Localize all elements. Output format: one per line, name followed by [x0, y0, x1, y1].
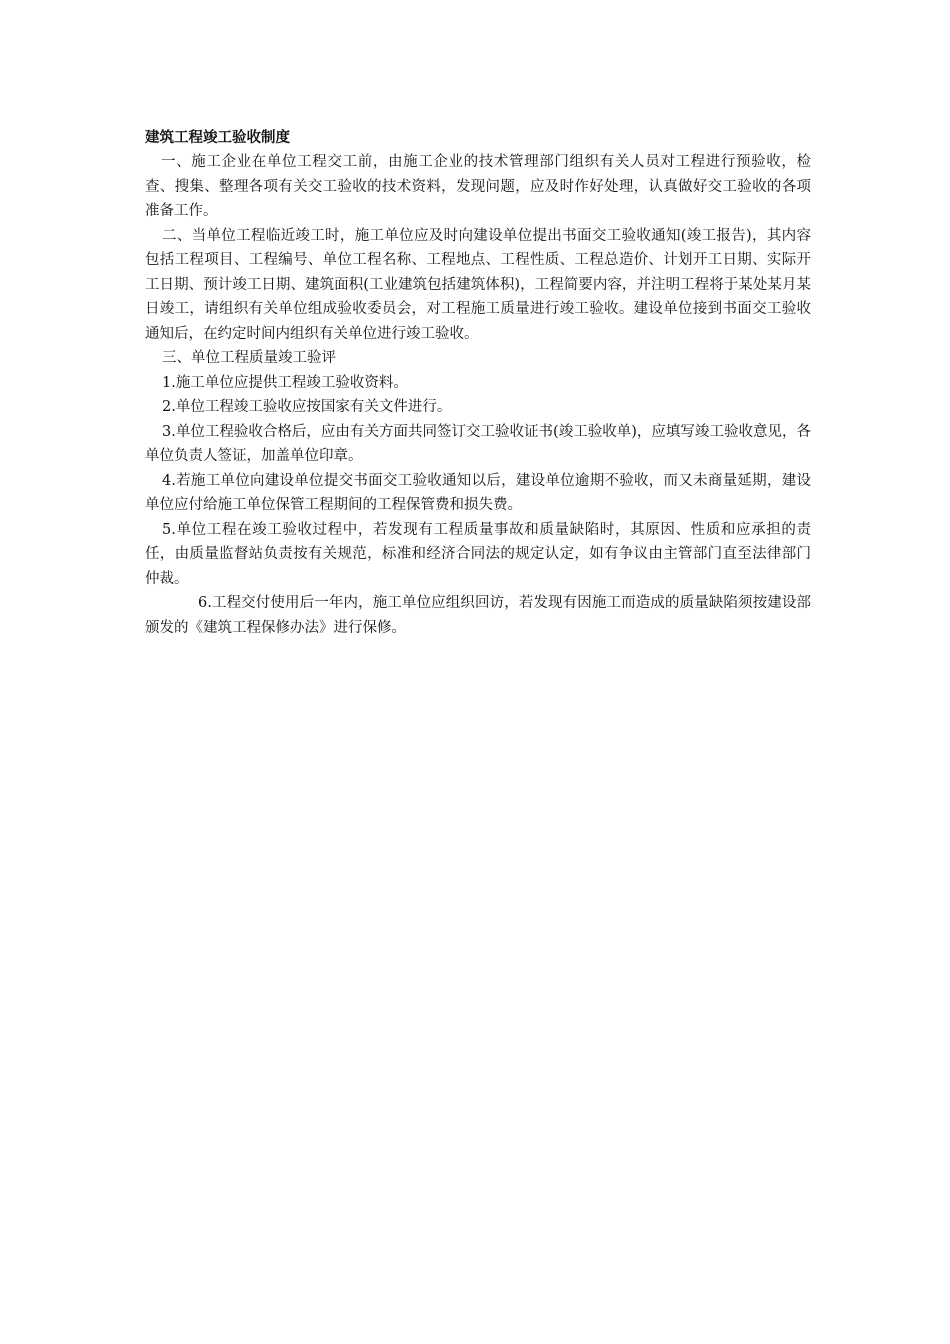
- item-4: 4.若施工单位向建设单位提交书面交工验收通知以后，建设单位逾期不验收，而又未商量延期，建设单位应付给施工单位保管工程期间的工程保管费和损失费。: [145, 472, 811, 513]
- item-3: 3.单位工程验收合格后，应由有关方面共同签订交工验收证书(竣工验收单)，应填写竣工验收意见，各单位负责人签证，加盖单位印章。: [145, 423, 811, 464]
- paragraph-1: 一、施工企业在单位工程交工前，由施工企业的技术管理部门组织有关人员对工程进行预验收，检查、搜集、整理各项有关交工验收的技术资料，发现问题，应及时作好处理，认真做好交工验收的各项准备工作。: [145, 154, 811, 219]
- item-6: 6.工程交付使用后一年内，施工单位应组织回访，若发现有因施工而造成的质量缺陷须按建设部颁发的《建筑工程保修办法》进行保修。: [145, 595, 811, 636]
- item-5: 5.单位工程在竣工验收过程中，若发现有工程质量事故和质量缺陷时，其原因、性质和应承担的责任，由质量监督站负责按有关规范，标准和经济合同法的规定认定，如有争议由主管部门直至法律部门仲裁。: [145, 521, 811, 587]
- document-body: [145, 126, 811, 640]
- paragraph-3-heading: 三、单位工程质量竣工验评: [162, 350, 336, 366]
- document-title: 建筑工程竣工验收制度: [145, 130, 290, 146]
- paragraph-2: 二、当单位工程临近竣工时，施工单位应及时向建设单位提出书面交工验收通知(竣工报告)，其内容包括工程项目、工程编号、单位工程名称、工程地点、工程性质、工程总造价、计划开工日期、实际开工日期、预计竣工日期、建筑面积(工业建筑包括建筑体积)，工程简要内容，并注明工程将于某处某月某日竣工，请组织有关单位组成验收委员会，对工程施工质量进行竣工验收。建设单位接到书面交工验收通知后，在约定时间内组织有关单位进行竣工验收。: [145, 227, 811, 342]
- item-2: 2.单位工程竣工验收应按国家有关文件进行。: [162, 399, 452, 415]
- item-1: 1.施工单位应提供工程竣工验收资料。: [162, 374, 408, 391]
